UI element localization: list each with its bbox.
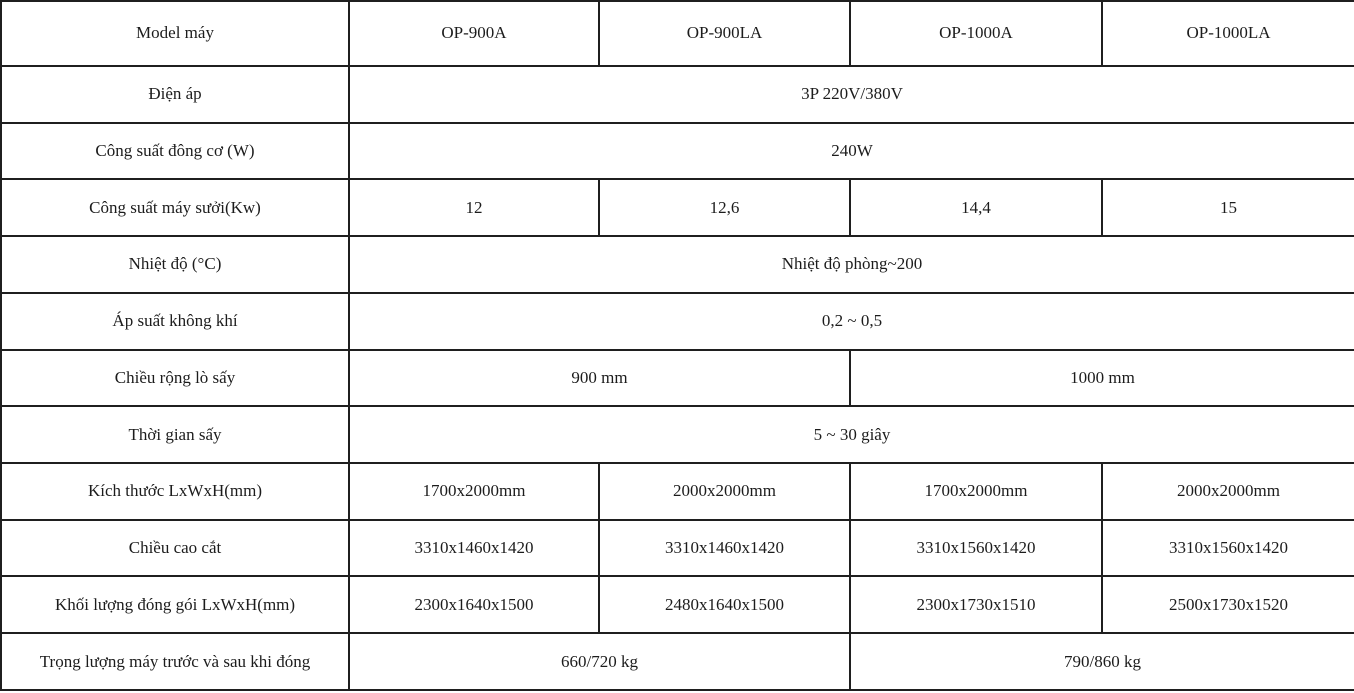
cell-dim-op900a: 1700x2000mm bbox=[349, 463, 599, 520]
row-label-oven-width: Chiều rộng lò sấy bbox=[1, 350, 349, 407]
table-row-cutting-height bbox=[1, 520, 1354, 577]
cell-weight-1000: 790/860 kg bbox=[850, 633, 1354, 690]
table-row-heater-power bbox=[1, 179, 1354, 236]
row-label-drying-time: Thời gian sấy bbox=[1, 406, 349, 463]
cell-dim-op900la: 2000x2000mm bbox=[599, 463, 850, 520]
cell-model-op900a: OP-900A bbox=[349, 1, 599, 66]
cell-model-op1000la: OP-1000LA bbox=[1102, 1, 1354, 66]
cell-model-op1000a: OP-1000A bbox=[850, 1, 1102, 66]
cell-heater-op900la: 12,6 bbox=[599, 179, 850, 236]
table-row-weight bbox=[1, 633, 1354, 690]
table-row-temperature bbox=[1, 236, 1354, 293]
table-row-dimensions bbox=[1, 463, 1354, 520]
cell-heater-op1000la: 15 bbox=[1102, 179, 1354, 236]
cell-cut-op1000la: 3310x1560x1420 bbox=[1102, 520, 1354, 577]
cell-cut-op1000a: 3310x1560x1420 bbox=[850, 520, 1102, 577]
cell-heater-op900a: 12 bbox=[349, 179, 599, 236]
cell-model-op900la: OP-900LA bbox=[599, 1, 850, 66]
row-label-voltage: Điện áp bbox=[1, 66, 349, 123]
row-label-cutting-height: Chiều cao cắt bbox=[1, 520, 349, 577]
row-label-dimensions: Kích thước LxWxH(mm) bbox=[1, 463, 349, 520]
cell-pack-op1000a: 2300x1730x1510 bbox=[850, 576, 1102, 633]
cell-oven-width-1000: 1000 mm bbox=[850, 350, 1354, 407]
row-label-air-pressure: Áp suất không khí bbox=[1, 293, 349, 350]
cell-cut-op900la: 3310x1460x1420 bbox=[599, 520, 850, 577]
cell-temperature: Nhiệt độ phòng~200 bbox=[349, 236, 1354, 293]
cell-air-pressure: 0,2 ~ 0,5 bbox=[349, 293, 1354, 350]
cell-voltage: 3P 220V/380V bbox=[349, 66, 1354, 123]
cell-weight-900: 660/720 kg bbox=[349, 633, 850, 690]
table-row-voltage bbox=[1, 66, 1354, 123]
cell-dim-op1000a: 1700x2000mm bbox=[850, 463, 1102, 520]
cell-pack-op900la: 2480x1640x1500 bbox=[599, 576, 850, 633]
cell-heater-op1000a: 14,4 bbox=[850, 179, 1102, 236]
row-label-weight: Trọng lượng máy trước và sau khi đóng bbox=[1, 633, 349, 690]
cell-cut-op900a: 3310x1460x1420 bbox=[349, 520, 599, 577]
table-row-drying-time bbox=[1, 406, 1354, 463]
cell-dim-op1000la: 2000x2000mm bbox=[1102, 463, 1354, 520]
table-row-model bbox=[1, 1, 1354, 66]
cell-motor-power: 240W bbox=[349, 123, 1354, 180]
table-row-packing-size bbox=[1, 576, 1354, 633]
cell-oven-width-900: 900 mm bbox=[349, 350, 850, 407]
table-row-air-pressure bbox=[1, 293, 1354, 350]
table-row-motor-power bbox=[1, 123, 1354, 180]
cell-pack-op900a: 2300x1640x1500 bbox=[349, 576, 599, 633]
cell-pack-op1000la: 2500x1730x1520 bbox=[1102, 576, 1354, 633]
table-row-oven-width bbox=[1, 350, 1354, 407]
row-label-model: Model máy bbox=[1, 1, 349, 66]
row-label-temperature: Nhiệt độ (°C) bbox=[1, 236, 349, 293]
row-label-motor-power: Công suất đông cơ (W) bbox=[1, 123, 349, 180]
row-label-packing-size: Khối lượng đóng gói LxWxH(mm) bbox=[1, 576, 349, 633]
cell-drying-time: 5 ~ 30 giây bbox=[349, 406, 1354, 463]
row-label-heater-power: Công suất máy sưởi(Kw) bbox=[1, 179, 349, 236]
